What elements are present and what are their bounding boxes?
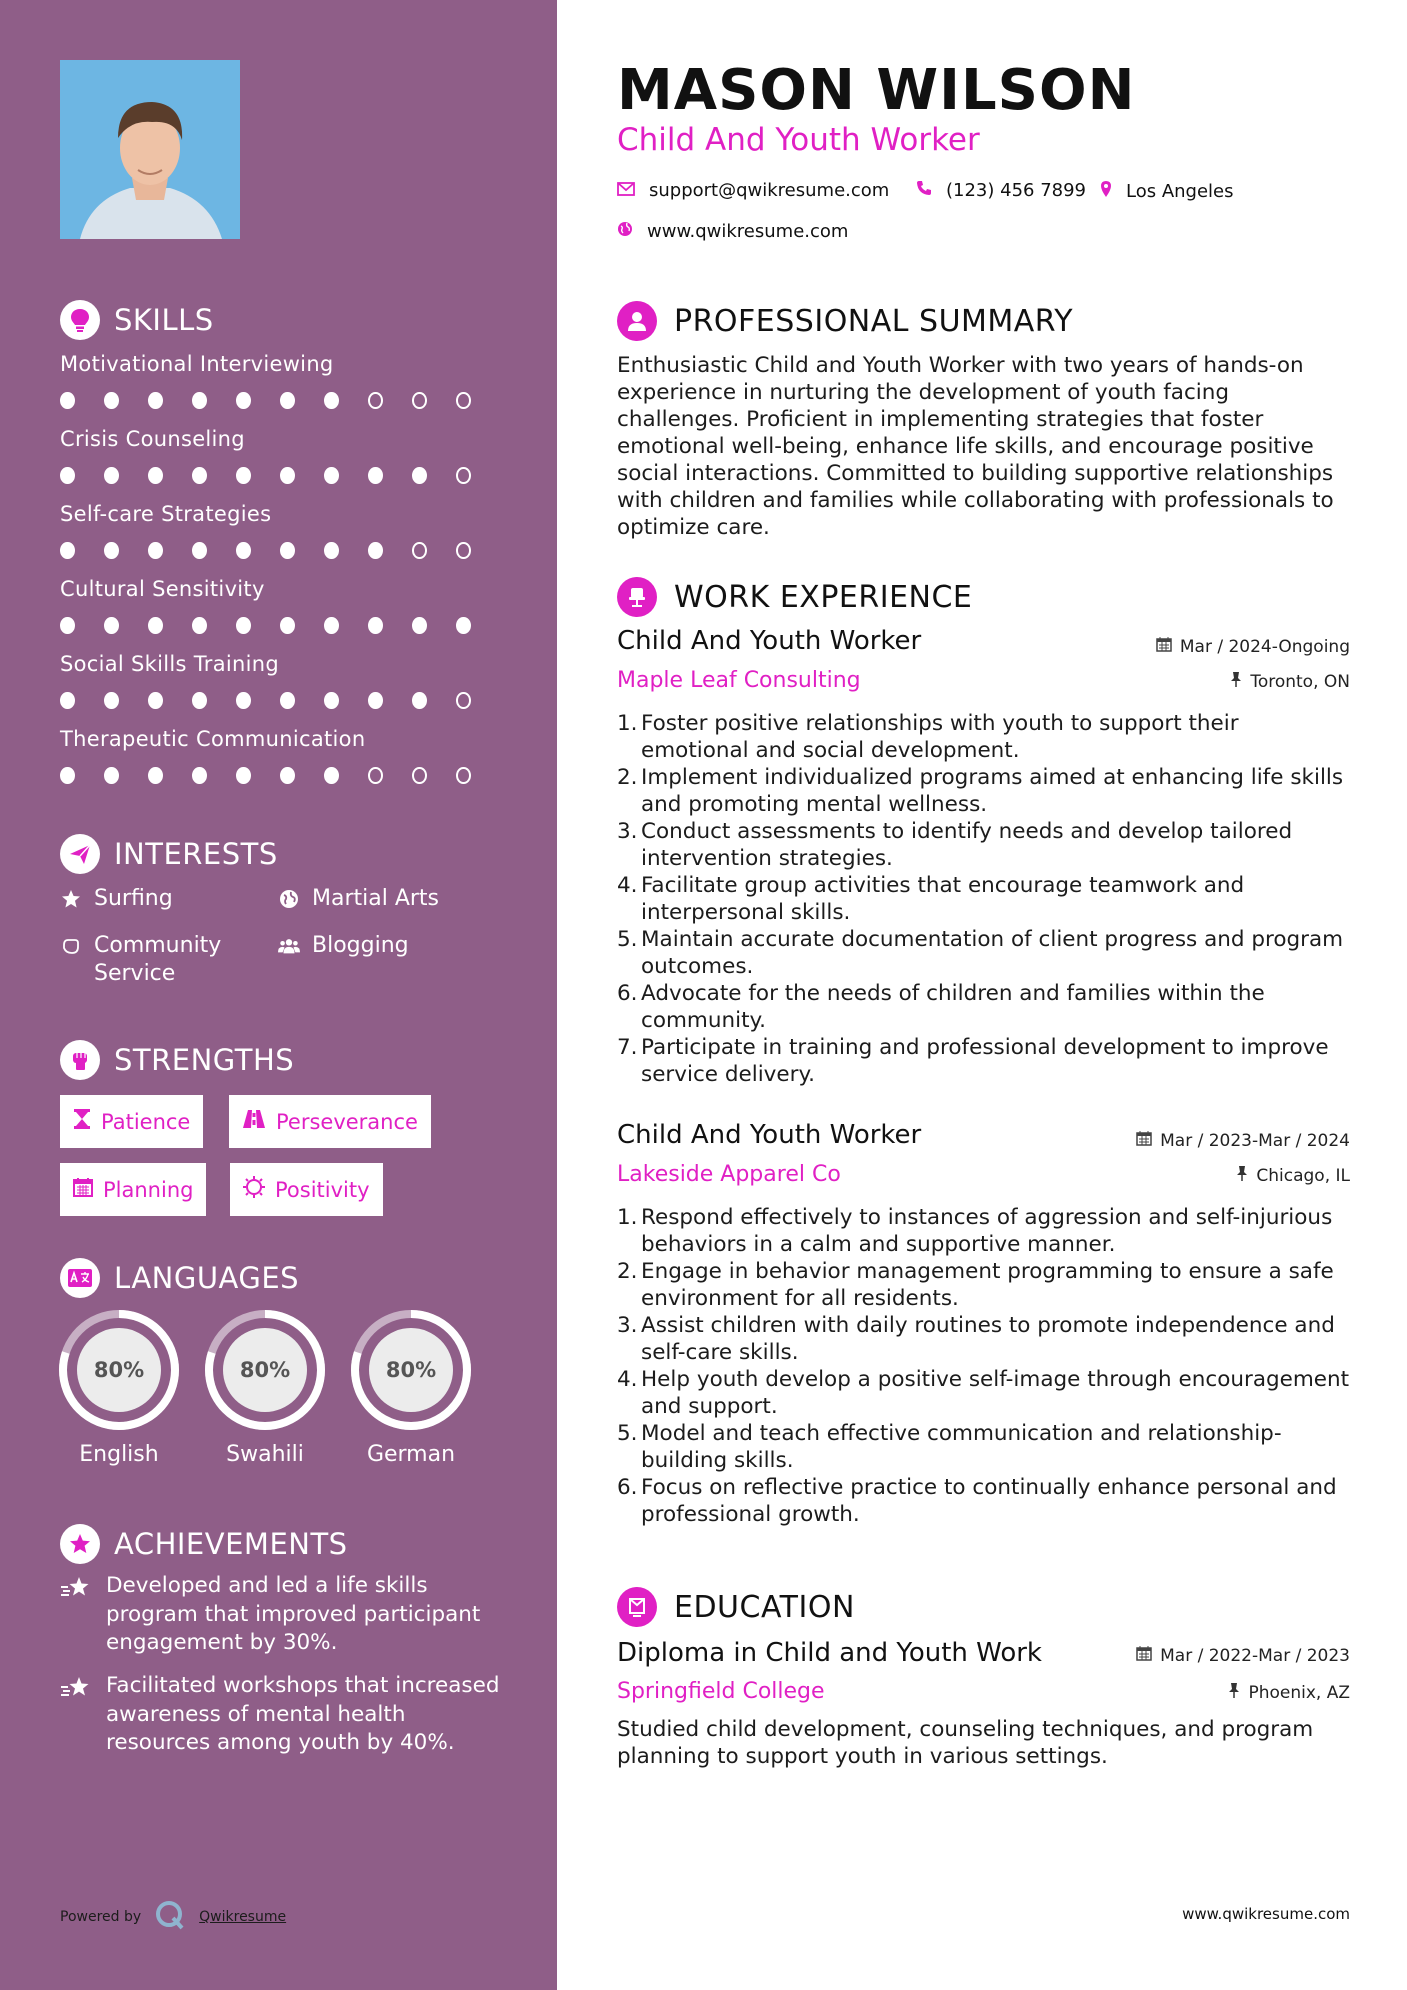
rating-dot-filled bbox=[324, 392, 339, 409]
interest-label: Blogging bbox=[312, 933, 409, 958]
job-dates-text: Mar / 2024-Ongoing bbox=[1179, 636, 1350, 657]
rating-dot-filled bbox=[368, 542, 383, 559]
rating-dot-filled bbox=[148, 692, 163, 709]
skill-name: Social Skills Training bbox=[60, 652, 280, 676]
rating-dot-empty bbox=[412, 392, 427, 409]
rating-dot-empty bbox=[456, 692, 471, 709]
shooting-star-icon bbox=[60, 1672, 92, 1758]
job-dates bbox=[1136, 1130, 1350, 1151]
powered-by bbox=[60, 1900, 286, 1934]
interest-item bbox=[60, 932, 260, 988]
rating-dot-filled bbox=[280, 767, 295, 784]
rating-dot-filled bbox=[236, 467, 251, 484]
summary-title: PROFESSIONAL SUMMARY bbox=[674, 303, 1074, 339]
phone-icon bbox=[916, 180, 932, 201]
education-heading bbox=[617, 1587, 855, 1627]
rating-dot-filled bbox=[104, 617, 119, 634]
rating-dot-filled bbox=[236, 767, 251, 784]
rating-dot-empty bbox=[412, 542, 427, 559]
skills-title: SKILLS bbox=[114, 303, 214, 337]
email-text[interactable]: support@qwikresume.com bbox=[649, 180, 890, 201]
job-bullets bbox=[617, 710, 1350, 1088]
language-ring bbox=[57, 1308, 181, 1432]
language-name: German bbox=[366, 1442, 456, 1467]
globe-icon bbox=[278, 885, 300, 913]
strength-label: Planning bbox=[103, 1177, 194, 1202]
skill-name: Therapeutic Communication bbox=[60, 727, 366, 751]
rating-dot-empty bbox=[368, 767, 383, 784]
language-item bbox=[57, 1308, 181, 1467]
contact-email bbox=[617, 180, 889, 201]
rating-dot-filled bbox=[324, 467, 339, 484]
interest-item bbox=[278, 885, 439, 913]
education-location bbox=[1228, 1682, 1350, 1703]
rating-dot-empty bbox=[456, 392, 471, 409]
language-ring bbox=[349, 1308, 473, 1432]
rating-dot-filled bbox=[192, 692, 207, 709]
job-bullets bbox=[617, 1204, 1350, 1528]
calendar-icon bbox=[1136, 1645, 1152, 1666]
rating-dot-filled bbox=[60, 542, 75, 559]
interest-label: Community Service bbox=[94, 933, 222, 986]
rating-dot-filled bbox=[192, 617, 207, 634]
education-description: Studied child development, counseling techniques, and program planning to support youth in various settings. bbox=[617, 1717, 1314, 1769]
rating-dot-empty bbox=[368, 392, 383, 409]
strength-chip bbox=[60, 1163, 206, 1216]
rating-dot-empty bbox=[456, 767, 471, 784]
website-text[interactable]: www.qwikresume.com bbox=[647, 221, 849, 242]
strength-chip bbox=[60, 1095, 203, 1148]
rating-dot-filled bbox=[192, 392, 207, 409]
job-title: Child And Youth Worker bbox=[617, 626, 922, 656]
school-name: Springfield College bbox=[617, 1679, 825, 1704]
job-bullet: 5. Maintain accurate documentation of client progress and program outcomes. bbox=[617, 927, 1344, 979]
pushpin-icon bbox=[1230, 671, 1242, 692]
job-bullet: 3. Assist children with daily routines to promote independence and self-care skills. bbox=[617, 1313, 1335, 1365]
language-name: Swahili bbox=[226, 1442, 304, 1467]
job-bullet: 5. Model and teach effective communication and relationship-building skills. bbox=[617, 1421, 1282, 1473]
skill-rating bbox=[60, 617, 500, 634]
trophy-star-icon bbox=[60, 1524, 100, 1564]
job-title: Child And Youth Worker bbox=[617, 1120, 922, 1150]
language-item bbox=[203, 1308, 327, 1467]
job-bullet: 6. Advocate for the needs of children and families within the community. bbox=[617, 981, 1265, 1033]
rating-dot-filled bbox=[456, 617, 471, 634]
achievements-heading bbox=[60, 1524, 348, 1564]
skill-rating bbox=[60, 392, 500, 409]
interest-label: Martial Arts bbox=[312, 886, 440, 911]
experience-title: WORK EXPERIENCE bbox=[674, 579, 973, 615]
skill-name: Self-care Strategies bbox=[60, 502, 272, 526]
job-location-text: Chicago, IL bbox=[1256, 1165, 1350, 1186]
rating-dot-filled bbox=[60, 467, 75, 484]
user-icon bbox=[617, 301, 657, 341]
rating-dot-filled bbox=[280, 617, 295, 634]
envelope-icon bbox=[617, 180, 635, 201]
rating-dot-filled bbox=[104, 392, 119, 409]
sidebar bbox=[0, 0, 557, 1990]
rating-dot-filled bbox=[60, 767, 75, 784]
rating-dot-filled bbox=[148, 617, 163, 634]
contact-location bbox=[1100, 180, 1234, 203]
profile-photo bbox=[60, 60, 240, 239]
skill-item bbox=[60, 427, 500, 484]
achievement-text: Developed and led a life skills program that improved participant engagement by 30%. bbox=[106, 1573, 481, 1655]
rating-dot-filled bbox=[368, 692, 383, 709]
rating-dot-empty bbox=[412, 767, 427, 784]
brand-link[interactable]: Qwikresume bbox=[199, 1909, 287, 1925]
rating-dot-filled bbox=[280, 692, 295, 709]
skill-rating bbox=[60, 692, 500, 709]
strength-chip bbox=[230, 1163, 383, 1216]
contact-phone bbox=[916, 180, 1086, 201]
job-bullet: 2. Engage in behavior management programming to ensure a safe environment for all residents. bbox=[617, 1259, 1334, 1311]
map-pin-icon bbox=[1100, 180, 1112, 203]
achievement-item bbox=[60, 1672, 500, 1758]
rating-dot-filled bbox=[280, 542, 295, 559]
qwikresume-logo-icon bbox=[155, 1900, 185, 1934]
paper-plane-icon bbox=[60, 834, 100, 874]
skill-item bbox=[60, 652, 500, 709]
degree-title: Diploma in Child and Youth Work bbox=[617, 1638, 1042, 1668]
rating-dot-filled bbox=[236, 392, 251, 409]
interests-heading bbox=[60, 834, 278, 874]
rating-dot-filled bbox=[60, 392, 75, 409]
rating-dot-filled bbox=[148, 542, 163, 559]
rating-dot-filled bbox=[324, 542, 339, 559]
rating-dot-filled bbox=[368, 617, 383, 634]
strengths-heading bbox=[60, 1040, 294, 1080]
strength-label: Positivity bbox=[275, 1177, 370, 1202]
education-location-text: Phoenix, AZ bbox=[1248, 1682, 1350, 1703]
achievement-item bbox=[60, 1572, 500, 1658]
job-location bbox=[1230, 671, 1350, 692]
strength-chip bbox=[229, 1095, 431, 1148]
candidate-name: MASON WILSON bbox=[617, 58, 1136, 123]
calendar-icon bbox=[1156, 636, 1172, 657]
job-location-text: Toronto, ON bbox=[1250, 671, 1350, 692]
rating-dot-filled bbox=[324, 617, 339, 634]
fist-icon bbox=[60, 1040, 100, 1080]
footer-url[interactable]: www.qwikresume.com bbox=[1182, 1905, 1350, 1923]
interest-item bbox=[60, 885, 173, 913]
rating-dot-filled bbox=[192, 767, 207, 784]
education-dates-text: Mar / 2022-Mar / 2023 bbox=[1160, 1645, 1350, 1666]
calendar-icon bbox=[73, 1177, 93, 1202]
globe-icon bbox=[617, 221, 633, 242]
achievement-text: Facilitated workshops that increased awareness of mental health resources among youth by 40%. bbox=[106, 1673, 500, 1755]
rating-dot-filled bbox=[368, 467, 383, 484]
rating-dot-filled bbox=[60, 692, 75, 709]
job-bullet: 4. Help youth develop a positive self-image through encouragement and support. bbox=[617, 1367, 1350, 1419]
sun-icon bbox=[243, 1176, 265, 1203]
job-bullet: 4. Facilitate group activities that encourage teamwork and interpersonal skills. bbox=[617, 873, 1245, 925]
hand-icon bbox=[60, 932, 82, 960]
lightbulb-icon bbox=[60, 300, 100, 340]
pushpin-icon bbox=[1228, 1682, 1240, 1703]
experience-heading bbox=[617, 577, 972, 617]
powered-by-label: Powered by bbox=[60, 1909, 142, 1925]
rating-dot-filled bbox=[236, 542, 251, 559]
interest-item bbox=[278, 932, 409, 960]
rating-dot-filled bbox=[104, 467, 119, 484]
location-text: Los Angeles bbox=[1126, 181, 1234, 202]
language-icon bbox=[60, 1258, 100, 1298]
candidate-title: Child And Youth Worker bbox=[617, 122, 980, 158]
graduation-icon bbox=[617, 1587, 657, 1627]
strength-label: Patience bbox=[101, 1109, 191, 1134]
education-dates bbox=[1136, 1645, 1350, 1666]
rating-dot-filled bbox=[236, 692, 251, 709]
skill-rating bbox=[60, 542, 500, 559]
shooting-star-icon bbox=[60, 1572, 92, 1658]
road-icon bbox=[242, 1109, 266, 1134]
company-name: Maple Leaf Consulting bbox=[617, 668, 861, 693]
skill-name: Cultural Sensitivity bbox=[60, 577, 265, 601]
users-icon bbox=[278, 932, 300, 960]
language-ring bbox=[203, 1308, 327, 1432]
rating-dot-filled bbox=[324, 692, 339, 709]
job-bullet: 2. Implement individualized programs aimed at enhancing life skills and promoting mental wellness. bbox=[617, 765, 1344, 817]
job-location bbox=[1236, 1165, 1350, 1186]
main-content bbox=[617, 0, 1350, 1990]
rating-dot-filled bbox=[280, 392, 295, 409]
star-icon bbox=[60, 885, 82, 913]
strength-label: Perseverance bbox=[276, 1109, 418, 1134]
skill-item bbox=[60, 352, 500, 409]
skills-heading bbox=[60, 300, 214, 340]
job-bullet: 6. Focus on reflective practice to continually enhance personal and professional growth. bbox=[617, 1475, 1337, 1527]
rating-dot-filled bbox=[192, 467, 207, 484]
strengths-title: STRENGTHS bbox=[114, 1043, 295, 1077]
skill-rating bbox=[60, 767, 500, 784]
company-name: Lakeside Apparel Co bbox=[617, 1162, 841, 1187]
chair-icon bbox=[617, 577, 657, 617]
skill-name: Crisis Counseling bbox=[60, 427, 245, 451]
language-percent: 80% bbox=[239, 1358, 291, 1382]
languages-title: LANGUAGES bbox=[114, 1261, 300, 1295]
job-bullet: 1. Foster positive relationships with youth to support their emotional and social development. bbox=[617, 711, 1239, 763]
skill-item bbox=[60, 727, 500, 784]
job-bullet: 7. Participate in training and professional development to improve service delivery. bbox=[617, 1035, 1329, 1087]
rating-dot-filled bbox=[148, 467, 163, 484]
phone-text: (123) 456 7899 bbox=[946, 180, 1087, 201]
contact-website bbox=[617, 221, 848, 242]
achievements-title: ACHIEVEMENTS bbox=[114, 1527, 348, 1561]
rating-dot-filled bbox=[60, 617, 75, 634]
skill-item bbox=[60, 502, 500, 559]
rating-dot-filled bbox=[192, 542, 207, 559]
pushpin-icon bbox=[1236, 1165, 1248, 1186]
calendar-icon bbox=[1136, 1130, 1152, 1151]
hourglass-icon bbox=[73, 1108, 91, 1135]
summary-heading bbox=[617, 301, 1073, 341]
interest-label: Surfing bbox=[94, 886, 173, 911]
rating-dot-filled bbox=[412, 617, 427, 634]
language-name: English bbox=[79, 1442, 159, 1467]
skill-item bbox=[60, 577, 500, 634]
rating-dot-filled bbox=[412, 467, 427, 484]
languages-heading bbox=[60, 1258, 299, 1298]
rating-dot-filled bbox=[104, 767, 119, 784]
rating-dot-empty bbox=[456, 542, 471, 559]
job-dates-text: Mar / 2023-Mar / 2024 bbox=[1160, 1130, 1350, 1151]
rating-dot-filled bbox=[236, 617, 251, 634]
rating-dot-filled bbox=[324, 767, 339, 784]
language-item bbox=[349, 1308, 473, 1467]
interests-title: INTERESTS bbox=[114, 837, 278, 871]
summary-text: Enthusiastic Child and Youth Worker with two years of hands-on experience in nurturing the development of youth facing challenges. Proficient in implementing strategies that foster emotional well-being, enhance life skills, and encourage positive social interactions. Committed to building supportive relationships with children and families while collaborating with professionals to optimize care. bbox=[617, 353, 1334, 540]
language-percent: 80% bbox=[93, 1358, 145, 1382]
rating-dot-filled bbox=[148, 392, 163, 409]
rating-dot-filled bbox=[280, 467, 295, 484]
skill-rating bbox=[60, 467, 500, 484]
rating-dot-filled bbox=[412, 692, 427, 709]
job-bullet: 1. Respond effectively to instances of aggression and self-injurious behaviors in a calm and supportive manner. bbox=[617, 1205, 1333, 1257]
education-title: EDUCATION bbox=[674, 1589, 855, 1625]
job-bullet: 3. Conduct assessments to identify needs and develop tailored intervention strategies. bbox=[617, 819, 1293, 871]
rating-dot-empty bbox=[456, 467, 471, 484]
job-dates bbox=[1156, 636, 1350, 657]
rating-dot-filled bbox=[104, 692, 119, 709]
rating-dot-filled bbox=[104, 542, 119, 559]
rating-dot-filled bbox=[148, 767, 163, 784]
skill-name: Motivational Interviewing bbox=[60, 352, 334, 376]
language-percent: 80% bbox=[385, 1358, 437, 1382]
